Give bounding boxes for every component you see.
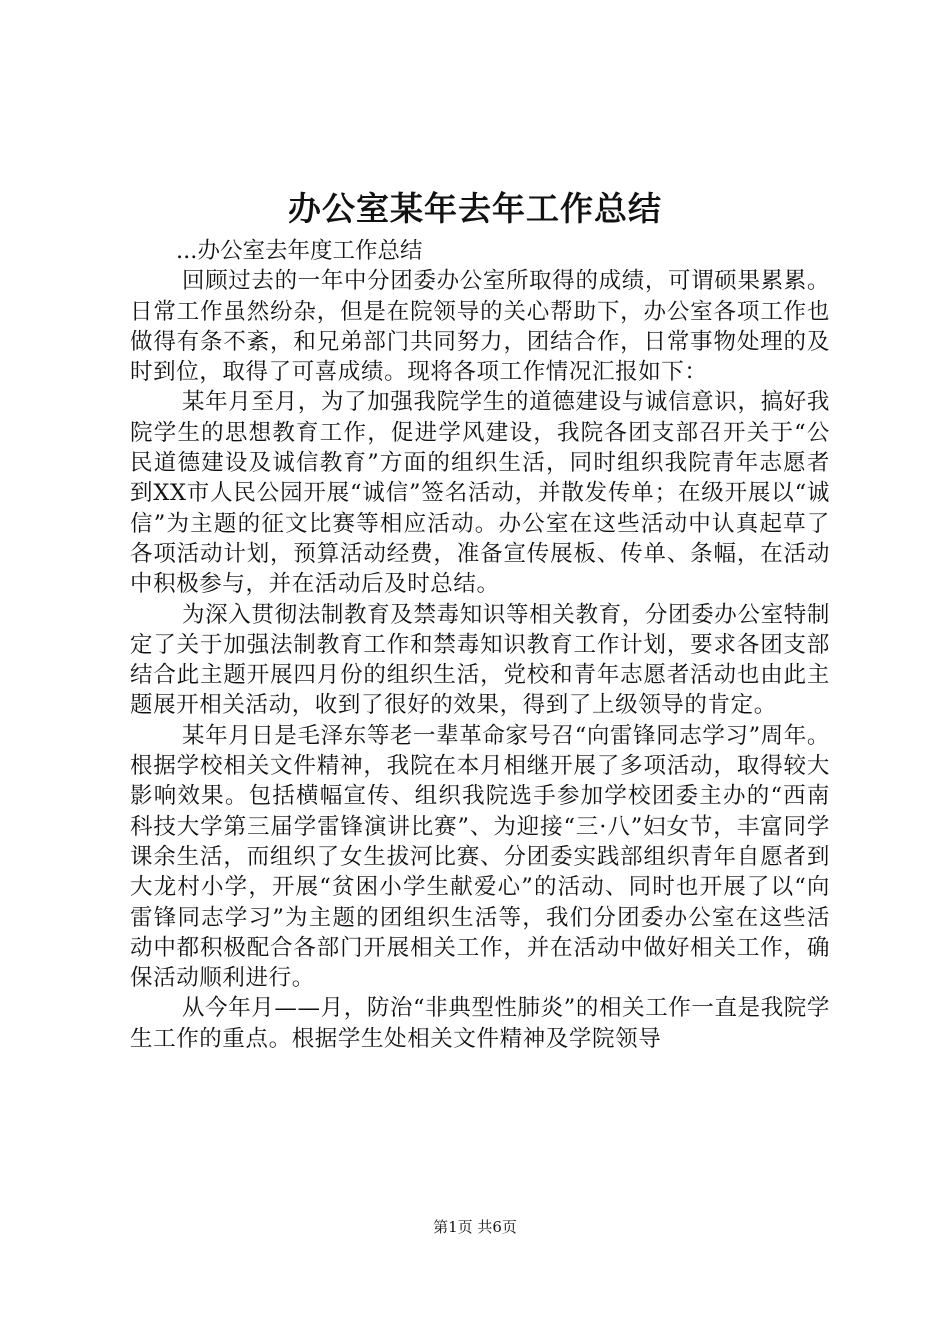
- document-subheading: ...办公室去年度工作总结: [176, 238, 423, 264]
- paragraph-1: 回顾过去的一年中分团委办公室所取得的成绩，可谓硕果累累。日常工作虽然纷杂，但是在院领导的关心帮助下，办公室各项工作也做得有条不紊，和兄弟部门共同努力，团结合作，日常事物处理的及时到位，取得了可喜成绩。现将各项工作情况汇报如下：: [130, 268, 830, 386]
- document-title: 办公室某年去年工作总结: [288, 189, 662, 228]
- page-number-footer: 第1页 共6页: [433, 1218, 517, 1236]
- paragraph-3: 为深入贯彻法制教育及禁毒知识等相关教育，分团委办公室特制定了关于加强法制教育工作和禁毒知识教育工作计划，要求各团支部结合此主题开展四月份的组织生活，党校和青年志愿者活动也由此主题展开相关活动，收到了很好的效果，得到了上级领导的肯定。: [130, 601, 830, 719]
- paragraph-4: 某年月日是毛泽东等老一辈革命家号召“向雷锋同志学习”周年。根据学校相关文件精神，我院在本月相继开展了多项活动，取得较大影响效果。包括横幅宣传、组织我院选手参加学校团委主办的“西南科技大学第三届学雷锋演讲比赛”、为迎接“三·八”妇女节，丰富同学课余生活，而组织了女生拔河比赛、分团委实践部组织青年自愿者到大龙村小学，开展“贫困小学生献爱心”的活动、同时也开展了以“向雷锋同志学习”为主题的团组织生活等，我们分团委办公室在这些活动中都积极配合各部门开展相关工作，并在活动中做好相关工作，确保活动顺利进行。: [130, 722, 830, 992]
- document-body: [130, 236, 830, 1054]
- paragraph-2: 某年月至月，为了加强我院学生的道德建设与诚信意识，搞好我院学生的思想教育工作，促进学风建设，我院各团支部召开关于“公民道德建设及诚信教育”方面的组织生活，同时组织我院青年志愿者到XX市人民公园开展“诚信”签名活动，并散发传单；在级开展以“诚信”为主题的征文比赛等相应活动。办公室在这些活动中认真起草了各项活动计划，预算活动经费，准备宣传展板、传单、条幅，在活动中积极参与，并在活动后及时总结。: [130, 389, 830, 598]
- paragraph-5: 从今年月——月，防治“非典型性肺炎”的相关工作一直是我院学生工作的重点。根据学生处相关文件精神及学院领导: [130, 995, 830, 1052]
